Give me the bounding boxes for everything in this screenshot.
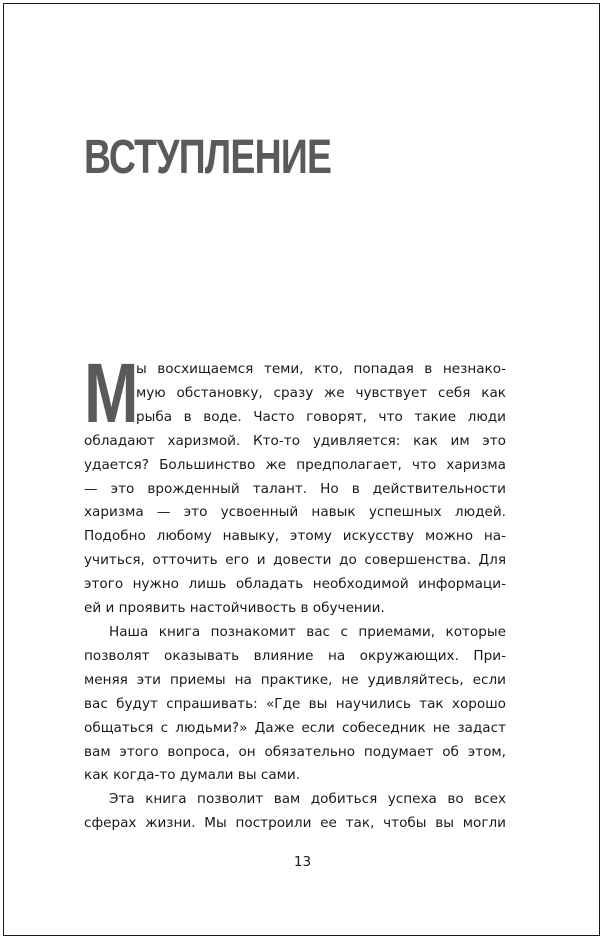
page-number: 13 bbox=[293, 854, 312, 870]
text-line: ы восхищаемся теми, кто, попадая в незнако- bbox=[136, 361, 506, 377]
chapter-title: ВСТУПЛЕНИЕ bbox=[84, 131, 332, 184]
text-line: этого нужно лишь обладать необходимой информаци- bbox=[84, 576, 506, 593]
text-line: вам этого вопроса, он обязательно подумает об этом, bbox=[84, 743, 506, 760]
paragraph-2 bbox=[84, 621, 506, 788]
paragraph-3 bbox=[84, 788, 506, 836]
text-line: сферах жизни. Мы построили ее так, чтобы вы могли bbox=[84, 815, 506, 832]
text-line: мую обстановку, сразу же чувствует себя как bbox=[136, 384, 506, 401]
body-text bbox=[84, 346, 506, 836]
text-line: обладают харизмой. Кто-то удивляется: как им это bbox=[84, 432, 506, 449]
book-page bbox=[3, 3, 600, 936]
text-line: Подобно любому навыку, этому искусству можно на- bbox=[84, 528, 506, 545]
text-line: харизма — это усвоенный навык успешных людей. bbox=[84, 504, 506, 521]
text-line: позволят оказывать влияние на окружающих. При- bbox=[84, 647, 506, 664]
text-line: Эта книга позволит вам добиться успеха во всех bbox=[109, 791, 506, 808]
text-line: Наша книга познакомит вас с приемами, которые bbox=[109, 623, 506, 640]
drop-cap: М bbox=[84, 346, 139, 440]
text-line: ей и проявить настойчивость в обучении. bbox=[84, 600, 385, 617]
paragraph-1 bbox=[84, 346, 506, 621]
text-line: рыба в воде. Часто говорят, что такие люди bbox=[136, 408, 506, 425]
text-line: как когда-то думали вы сами. bbox=[84, 767, 301, 784]
text-line: удается? Большинство же предполагает, что харизма bbox=[84, 456, 506, 473]
text-line: общаться с людьми?» Даже если собеседник не задаст bbox=[84, 719, 506, 736]
text-line: — это врожденный талант. Но в действительности bbox=[84, 480, 506, 497]
text-line: вас будут спрашивать: «Где вы научились так хорошо bbox=[84, 695, 506, 712]
text-line: меняя эти приемы на практике, не удивляйтесь, если bbox=[84, 671, 506, 688]
text-line: учиться, отточить его и довести до совершенства. Для bbox=[84, 552, 506, 569]
